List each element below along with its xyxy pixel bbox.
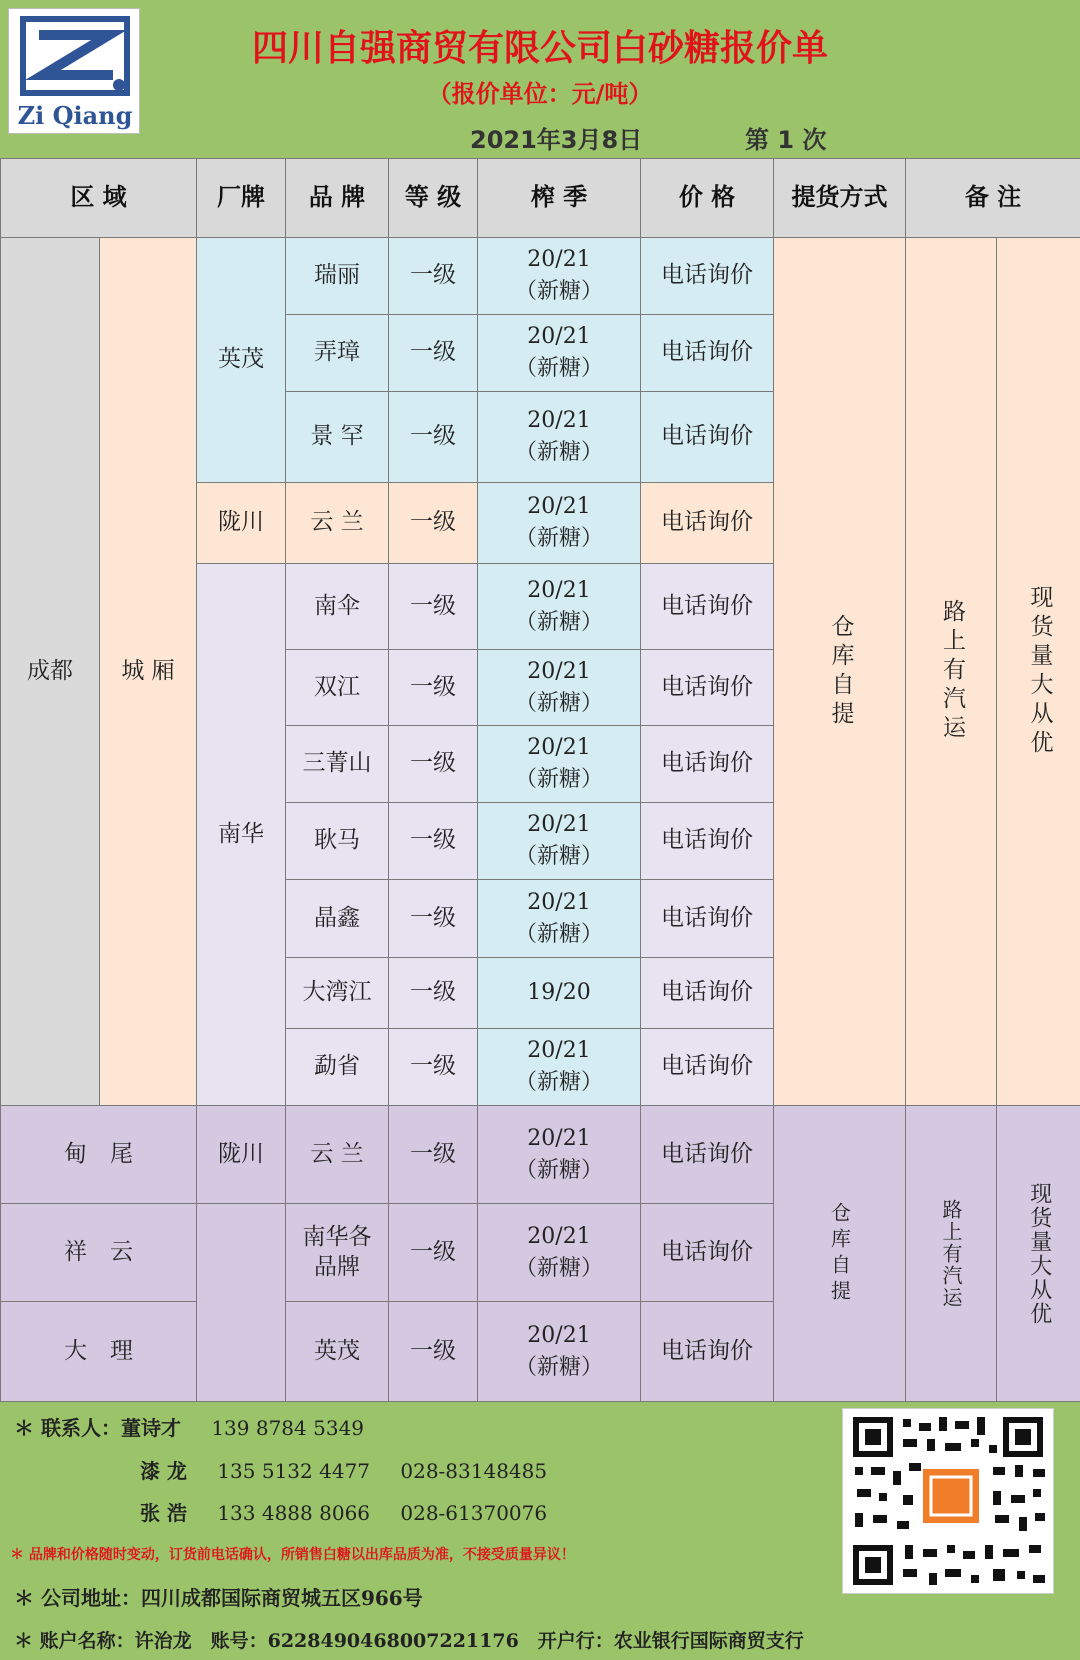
brand-cell: 晶鑫: [286, 880, 389, 958]
quote-issue: 第 1 次: [745, 126, 827, 154]
price-cell: 电话询价: [641, 315, 774, 392]
brand-cell: 英茂: [286, 1302, 389, 1402]
bank-account: ＊ 账户名称：许治龙 账号：6228490468007221176 开户行：农业银行国际商贸支行: [14, 1630, 804, 1652]
season-note: （新糖）: [514, 921, 603, 947]
grade-cell: 一级: [389, 803, 478, 880]
brand-cell: 勐省: [286, 1029, 389, 1106]
quote-date: 2021年3月8日: [470, 126, 643, 154]
season-note: （新糖）: [514, 279, 603, 304]
season-value: 20/21: [527, 324, 591, 349]
brand-cell: 双江: [286, 650, 389, 726]
grade-cell: 一级: [389, 958, 478, 1029]
season-cell: [478, 564, 641, 650]
col-header-region: 区 域: [1, 159, 197, 238]
season-value: 20/21: [527, 1038, 591, 1063]
season-note: （新糖）: [514, 609, 603, 635]
price-cell: 电话询价: [641, 726, 774, 803]
season-cell: [478, 650, 641, 726]
season-cell: [478, 1204, 641, 1302]
delivery-method-2: 仓库自提: [774, 1106, 906, 1402]
price-cell: 电话询价: [641, 238, 774, 315]
grade-cell: 一级: [389, 1106, 478, 1204]
season-value: 19/20: [527, 980, 591, 1005]
grade-cell: 一级: [389, 880, 478, 958]
col-header-price: 价 格: [641, 159, 774, 238]
season-value: 20/21: [527, 812, 591, 837]
season-note: （新糖）: [514, 1255, 603, 1281]
brand-cell: 南伞: [286, 564, 389, 650]
brand-cell: 耿马: [286, 803, 389, 880]
brand-cell: 南华各品牌: [286, 1204, 389, 1302]
grade-cell: 一级: [389, 650, 478, 726]
season-cell: [478, 1106, 641, 1204]
price-cell: 电话询价: [641, 392, 774, 483]
season-cell: [478, 483, 641, 564]
brand-cell: 三菁山: [286, 726, 389, 803]
col-header-grade: 等 级: [389, 159, 478, 238]
brand-cell: 云 兰: [286, 1106, 389, 1204]
page-title: 四川自强商贸有限公司白砂糖报价单: [251, 28, 828, 69]
grade-cell: 一级: [389, 1302, 478, 1402]
transport-note: 路上有汽运: [906, 238, 997, 1106]
grade-cell: 一级: [389, 238, 478, 315]
season-cell: [478, 315, 641, 392]
season-note: （新糖）: [514, 440, 603, 465]
price-cell: 电话询价: [641, 880, 774, 958]
price-unit: （报价单位：元/吨）: [427, 80, 653, 108]
factory-blank: [197, 1204, 286, 1402]
factory-nanhua: 南华: [197, 564, 286, 1106]
col-header-brand: 品 牌: [286, 159, 389, 238]
price-cell: 电话询价: [641, 564, 774, 650]
col-header-delivery: 提货方式: [774, 159, 906, 238]
contact-tel: 028-61370076: [400, 1501, 548, 1525]
brand-cell: 瑞丽: [286, 238, 389, 315]
grade-cell: 一级: [389, 564, 478, 650]
qr-code-icon: [843, 1409, 1055, 1595]
season-note: （新糖）: [514, 1354, 603, 1380]
brand-cell: 景 罕: [286, 392, 389, 483]
price-cell: 电话询价: [641, 803, 774, 880]
grade-cell: 一级: [389, 1204, 478, 1302]
stock-note: 现货量大从优: [997, 238, 1080, 1106]
notice-text: ＊ 品牌和价格随时变动，订货前电话确认，所销售白糖以出库品质为准，不接受质量异议！: [10, 1547, 575, 1563]
grade-cell: 一级: [389, 1029, 478, 1106]
company-logo: [8, 8, 140, 134]
season-cell: [478, 1302, 641, 1402]
price-cell: 电话询价: [641, 1204, 774, 1302]
transport-note-2: 路上有汽运: [906, 1106, 997, 1402]
contact-label: ＊ 联系人：董诗才: [14, 1416, 181, 1440]
region-dianwei: 甸 尾: [1, 1106, 197, 1204]
col-header-remarks: 备 注: [906, 159, 1080, 238]
season-note: （新糖）: [514, 526, 603, 551]
contact-tel: 028-83148485: [400, 1459, 548, 1483]
season-note: （新糖）: [514, 767, 603, 792]
season-cell: [478, 392, 641, 483]
qr-code: [842, 1408, 1054, 1594]
brand-cell: 云 兰: [286, 483, 389, 564]
factory-longchuan-2: 陇川: [197, 1106, 286, 1204]
region-chengdu: 成都: [1, 238, 100, 1106]
season-cell: [478, 803, 641, 880]
factory-yingmao: 英茂: [197, 238, 286, 483]
season-cell: [478, 958, 641, 1029]
season-note: （新糖）: [514, 1157, 603, 1183]
contact-phone: 133 4888 8066: [217, 1501, 371, 1525]
contact-name: 漆 龙: [140, 1459, 187, 1483]
season-value: 20/21: [527, 577, 591, 603]
brand-cell: 弄璋: [286, 315, 389, 392]
season-note: （新糖）: [514, 1070, 603, 1095]
season-value: 20/21: [527, 1322, 591, 1348]
season-cell: [478, 1029, 641, 1106]
contact-third: [140, 1497, 547, 1526]
season-note: （新糖）: [514, 356, 603, 381]
grade-cell: 一级: [389, 315, 478, 392]
col-header-season: 榨 季: [478, 159, 641, 238]
season-note: （新糖）: [514, 690, 603, 716]
season-cell: [478, 238, 641, 315]
season-value: 20/21: [527, 494, 591, 519]
logo-mark-icon: [9, 9, 141, 105]
contact-primary: [14, 1412, 364, 1441]
contact-phone: 135 5132 4477: [217, 1459, 371, 1483]
logo-text: Zi Qiang: [17, 101, 133, 130]
season-note: （新糖）: [514, 844, 603, 869]
company-address: ＊ 公司地址：四川成都国际商贸城五区966号: [14, 1586, 423, 1610]
price-table: [0, 158, 1080, 1402]
price-cell: 电话询价: [641, 1106, 774, 1204]
stock-note-2: 现货量大从优: [997, 1106, 1080, 1402]
contact-second: [140, 1455, 547, 1484]
season-value: 20/21: [527, 1223, 591, 1249]
season-value: 20/21: [527, 1125, 591, 1151]
season-value: 20/21: [527, 658, 591, 684]
season-value: 20/21: [527, 735, 591, 760]
brand-cell: 大湾江: [286, 958, 389, 1029]
factory-longchuan: 陇川: [197, 483, 286, 564]
price-cell: 电话询价: [641, 1029, 774, 1106]
contact-phone: 139 8784 5349: [211, 1416, 365, 1440]
price-cell: 电话询价: [641, 1302, 774, 1402]
season-value: 20/21: [527, 247, 591, 272]
grade-cell: 一级: [389, 483, 478, 564]
subregion-chengxiang: 城 厢: [100, 238, 197, 1106]
price-cell: 电话询价: [641, 958, 774, 1029]
price-cell: 电话询价: [641, 483, 774, 564]
region-xiangyun: 祥 云: [1, 1204, 197, 1302]
season-cell: [478, 726, 641, 803]
season-cell: [478, 880, 641, 958]
contact-name: 张 浩: [140, 1501, 187, 1525]
grade-cell: 一级: [389, 392, 478, 483]
price-cell: 电话询价: [641, 650, 774, 726]
region-dali: 大 理: [1, 1302, 197, 1402]
season-value: 20/21: [527, 889, 591, 915]
delivery-method: 仓库自提: [774, 238, 906, 1106]
grade-cell: 一级: [389, 726, 478, 803]
col-header-factory: 厂牌: [197, 159, 286, 238]
season-value: 20/21: [527, 408, 591, 433]
